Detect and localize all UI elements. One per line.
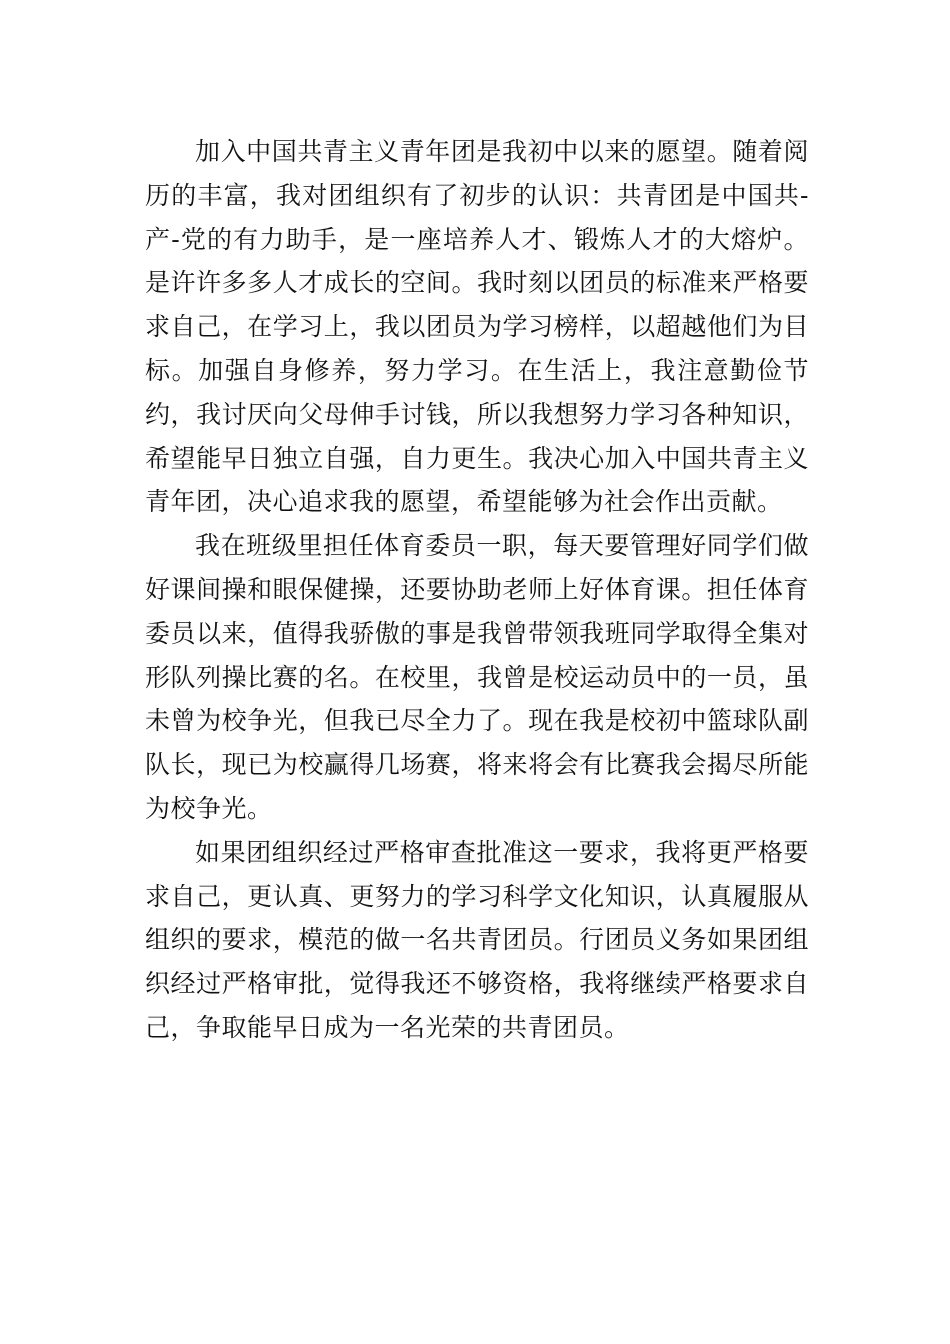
document-body (145, 130, 809, 1050)
paragraph-1: 加入中国共青主义青年团是我初中以来的愿望。随着阅历的丰富，我对团组织有了初步的认识：共青团是中国共-产-党的有力助手，是一座培养人才、锻炼人才的大熔炉。是许许多多人才成长的空间。我时刻以团员的标准来严格要求自己，在学习上，我以团员为学习榜样，以超越他们为目标。加强自身修养，努力学习。在生活上，我注意勤俭节约，我讨厌向父母伸手讨钱，所以我想努力学习各种知识，希望能早日独立自强，自力更生。我决心加入中国共青主义青年团，决心追求我的愿望，希望能够为社会作出贡献。 (145, 137, 809, 517)
paragraph-3: 如果团组织经过严格审查批准这一要求，我将更严格要求自己，更认真、更努力的学习科学文化知识，认真履服从组织的要求，模范的做一名共青团员。行团员义务如果团组织经过严格审批，觉得我还不够资格，我将继续严格要求自己，争取能早日成为一名光荣的共青团员。 (145, 837, 809, 1042)
paragraph-2: 我在班级里担任体育委员一职，每天要管理好同学们做好课间操和眼保健操，还要协助老师上好体育课。担任体育委员以来，值得我骄傲的事是我曾带领我班同学取得全集对形队列操比赛的名。在校里，我曾是校运动员中的一员，虽未曾为校争光，但我已尽全力了。现在我是校初中篮球队副队长，现已为校赢得几场赛，将来将会有比赛我会揭尽所能为校争光。 (145, 531, 809, 823)
